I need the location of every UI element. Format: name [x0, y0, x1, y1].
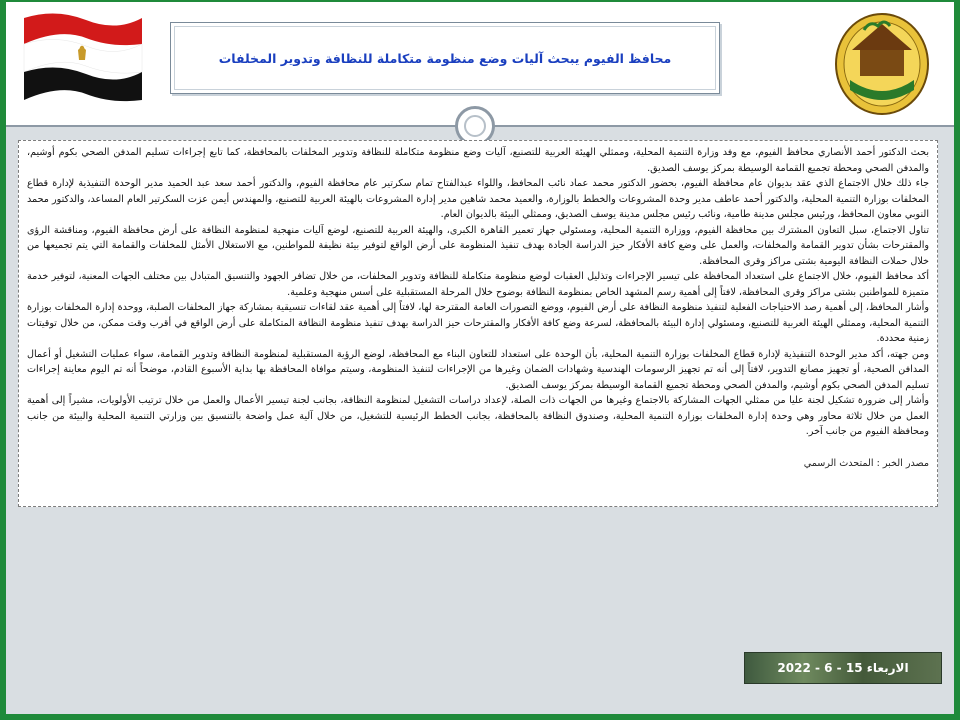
fayoum-governorate-logo	[830, 10, 934, 118]
article-paragraph: وأشار إلى ضرورة تشكيل لجنة عليا من ممثلي الجهات المشاركة بالاجتماع وغيرها من الجهات ذات الصلة، لإعداد دراسات التشغيل لمنظومة النظافة، بجانب لجنة تيسير الأعمال والعمل من خلال ترتيب الأولويات، مشيراً إلى أهمية العمل من خلال ثلاثة محاور وهي وحدة إدارة المخلفات بوزارة التنمية المحلية، وصندوق النظافة بالمحافظة، بجانب الخطط الرئيسية للتشغيل، من خلال آلية عمل واضحة بالتنسيق بين وزارتي التنمية المحلية والبيئة من جانب ومحافظة الفيوم من جانب آخر.	[27, 395, 929, 437]
headline-box	[170, 22, 720, 94]
article-paragraph: بحث الدكتور أحمد الأنصاري محافظ الفيوم، مع وفد وزارة التنمية المحلية، وممثلي الهيئة العربية للتصنيع، آليات وضع منظومة متكاملة للنظافة وتدوير المخلفات بالمحافظة، كما تابع إجراءات تسليم المدفن الصحي بكوم أوشيم، والمدفن الصحي ومحطة تجميع القمامة الوسيطة بمركز يوسف الصديق.	[27, 147, 929, 174]
article-paragraph: أكد محافظ الفيوم، خلال الاجتماع على استعداد المحافظة على تيسير الإجراءات وتذليل العقبات لوضع منظومة متكاملة للنظافة وتدوير المخلفات، من خلال تضافر الجهود والتنسيق المتبادل بين مختلف الجهات المعنية، لتوفير خدمة متميزة للمواطنين بشتى مراكز وقرى المحافظة، لافتاً إلى أهمية رسم المشهد الخاص بمنظومة النظافة بوضوح خلال المرحلة المستقبلية على أسس منهجية وعلمية.	[27, 271, 929, 298]
article-paragraph: تناول الاجتماع، سبل التعاون المشترك بين محافظة الفيوم، ووزارة التنمية المحلية، ومسئولي جهاز تعمير القاهرة الكبرى، والهيئة العربية للتصنيع، لوضع آليات منهجية لمنظومة النظافة على أرض محافظة الفيوم، ومناقشة الرؤى والمقترحات بشأن تدوير القمامة والمخلفات، والعمل على وضع كافة الأفكار حيز الدراسة الجادة بهدف تنفيذ المنظومة على أرض الواقع لتوفير بيئة نظيفة للمواطنين، مع الاستغلال الأمثل للمخلفات والقمامة التي يتم تجميعها من خلال حملات النظافة اليومية بشتى مراكز وقرى المحافظة.	[27, 224, 929, 267]
ring-inner	[464, 115, 486, 137]
news-source: مصدر الخبر : المتحدث الرسمي	[803, 457, 929, 469]
article-paragraph: ومن جهته، أكد مدير الوحدة التنفيذية لإدارة قطاع المخلفات بوزارة التنمية المحلية، بأن الوحدة على استعداد للتعاون البناء مع المحافظة، لوضع الرؤية المستقبلية لمنظومة النظافة وتدوير القمامة، سواء عمليات التشغيل أو أعمال المدافن الصحية، أو تجهيز مصانع التدوير، لافتاً إلى أنه تم تجهيز الرسومات الهندسية وشهادات الضمان وغيرها من الإجراءات لتنفيذ المنظومة، وسيتم موافاة المحافظة بها بداية الأسبوع القادم، موضحاً أنه تم اليوم معاينة إجراءات تسليم المدفن الصحي بكوم أوشيم، والمدفن الصحي ومحطة تجميع القمامة الوسيطة بمركز يوسف الصديق.	[27, 348, 929, 391]
article-paragraph: جاء ذلك خلال الاجتماع الذي عقد بديوان عام محافظة الفيوم، بحضور الدكتور محمد عماد نائب المحافظ، واللواء عبدالفتاح تمام سكرتير عام محافظة الفيوم، والدكتور أحمد سعد عبد الحميد مدير الوحدة التنفيذية لإدارة قطاع المخلفات بوزارة التنمية المحلية، والدكتور أحمد عاطف مدير وحدة المشروعات والخطط بالوزارة، والعميد محمد شاهين مدير إدارة المشروعات بالهيئة العربية للتصنيع، والمهندس أيمن عزت السكرتير العام المساعد، والدكتور محمد النوبي معاون المحافظ، ورئيس مجلس مدينة طامية، ونائب رئيس مجلس مدينة يوسف الصديق، وممثلي البيئة بالديوان العام.	[27, 178, 929, 220]
article-paragraph: وأشار المحافظ، إلى أهمية رصد الاحتياجات الفعلية لتنفيذ منظومة النظافة على أرض الفيوم، ووضع التصورات العامة المقترحة لها، لافتاً إلى أهمية عقد لقاءات تنسيقية بمشاركة جهاز المخلفات الصلبة، ووحدة إدارة المخلفات بوزارة التنمية المحلية، وممثلي الهيئة العربية للتصنيع، ومسئولي إدارة البيئة بالمحافظة، لسرعة وضع كافة الأفكار والمقترحات حيز الدراسة بهدف تنفيذ منظومة النظافة المتكاملة على أرض الواقع في أقرب وقت ممكن، من خلال توقيتات زمنية محددة.	[27, 302, 929, 344]
date-badge: الاربعاء 15 - 6 - 2022	[744, 652, 942, 684]
article-body	[18, 140, 938, 507]
headline: محافظ الفيوم يبحث آليات وضع منظومة متكاملة للنظافة وتدوير المخلفات	[218, 50, 672, 66]
egypt-flag	[16, 8, 146, 108]
